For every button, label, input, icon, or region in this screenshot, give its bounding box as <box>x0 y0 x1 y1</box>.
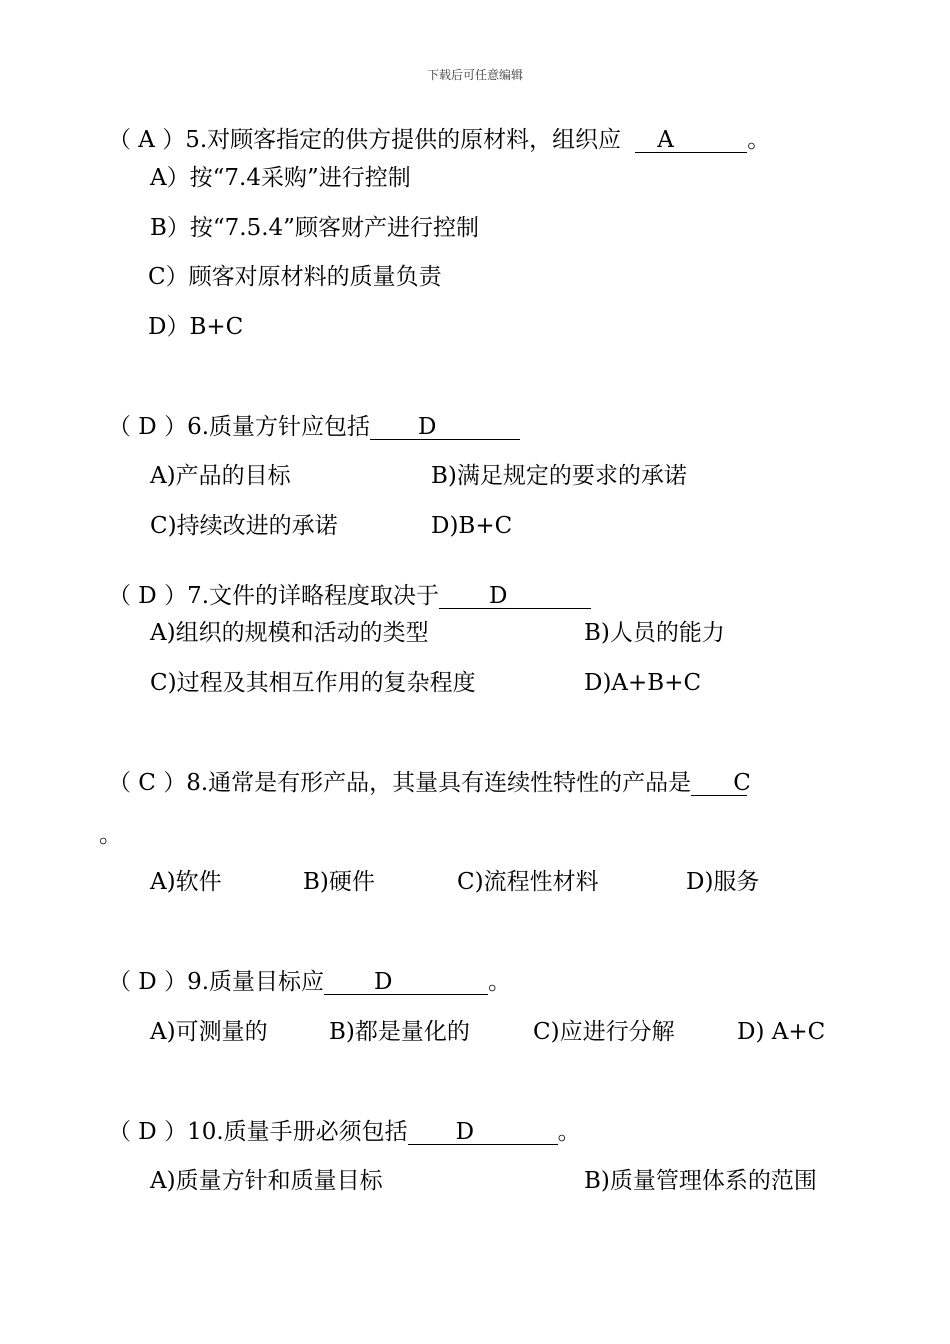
option-a: A)可测量的 <box>150 1019 268 1045</box>
option-a: A)质量方针和质量目标 <box>150 1168 383 1194</box>
answer-blank <box>408 1120 558 1145</box>
option-b: B）按“7.5.4”顾客财产进行控制 <box>150 215 479 241</box>
answer-mark: （ D ） <box>108 1119 188 1145</box>
question-text: 9.质量目标应 <box>187 969 325 995</box>
option-c: C)应进行分解 <box>533 1019 675 1045</box>
answer-mark: （ D ） <box>108 969 188 995</box>
option-a: A)软件 <box>150 869 222 895</box>
answer-blank <box>691 770 751 796</box>
question-text: 10.质量手册必须包括 <box>187 1119 408 1145</box>
answer-fill: D <box>374 969 393 995</box>
question-tail: 。 <box>747 127 771 153</box>
option-c: C)流程性材料 <box>457 869 599 895</box>
option-d: D）B+C <box>148 314 244 340</box>
answer-mark: （ D ） <box>108 414 188 440</box>
question-tail: 。 <box>99 822 122 848</box>
answer-blank <box>370 415 520 440</box>
question-text: 8.通常是有形产品，其量具有连续性特性的产品是 <box>186 770 692 796</box>
option-a: A)产品的目标 <box>150 463 291 489</box>
question-5-stem <box>108 125 770 155</box>
option-b: B)硬件 <box>303 869 375 895</box>
question-7-stem <box>108 581 591 611</box>
option-b: B)质量管理体系的范围 <box>584 1168 817 1194</box>
answer-mark: （ A ） <box>108 127 186 153</box>
answer-fill: C <box>733 770 751 796</box>
answer-fill: D <box>455 1119 475 1145</box>
question-tail: 。 <box>557 1119 581 1145</box>
option-d: D)A+B+C <box>584 670 702 696</box>
option-b: B)满足规定的要求的承诺 <box>431 463 687 489</box>
option-d: D) A+C <box>737 1019 826 1045</box>
answer-fill: D <box>489 583 508 609</box>
question-tail: 。 <box>488 969 512 995</box>
option-a: A）按“7.4采购”进行控制 <box>150 165 411 191</box>
answer-blank <box>635 128 747 153</box>
option-b: B)都是量化的 <box>329 1019 470 1045</box>
option-c: C)过程及其相互作用的复杂程度 <box>150 670 476 696</box>
option-c: C)持续改进的承诺 <box>150 513 338 539</box>
answer-mark: （ C ） <box>108 770 187 796</box>
answer-fill: A <box>657 127 674 153</box>
answer-blank <box>439 584 591 609</box>
answer-blank <box>324 970 488 995</box>
option-d: D)B+C <box>431 513 513 539</box>
question-10-stem <box>108 1117 581 1147</box>
question-text: 7.文件的详略程度取决于 <box>187 583 440 609</box>
option-c: C）顾客对原材料的质量负责 <box>148 264 442 290</box>
question-9-stem <box>108 967 511 997</box>
answer-fill: D <box>418 414 437 440</box>
option-d: D)服务 <box>686 869 760 895</box>
question-text: 5.对顾客指定的供方提供的原材料，组织应 <box>185 127 622 153</box>
option-a: A)组织的规模和活动的类型 <box>150 620 429 646</box>
page-header: 下载后可任意编辑 <box>426 68 523 82</box>
question-6-stem <box>108 412 520 442</box>
answer-mark: （ D ） <box>108 583 188 609</box>
question-8-stem <box>108 768 751 798</box>
option-b: B)人员的能力 <box>584 620 725 646</box>
question-text: 6.质量方针应包括 <box>187 414 371 440</box>
